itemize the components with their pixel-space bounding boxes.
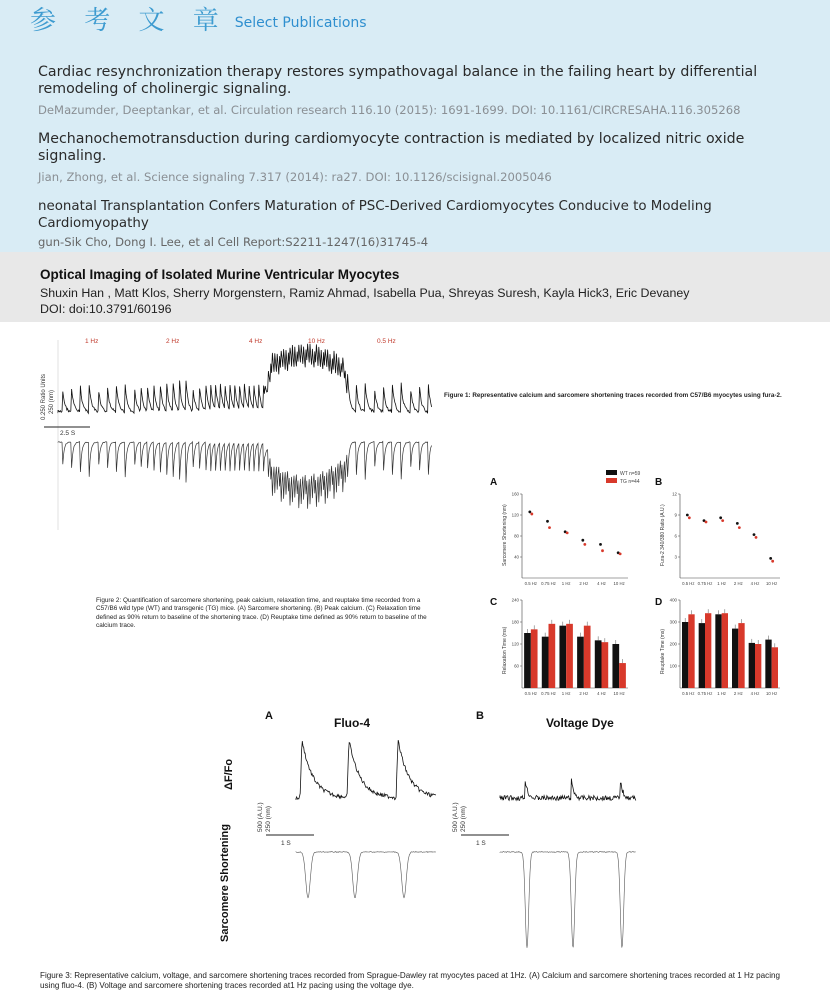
y-tick-label: 9	[674, 512, 677, 518]
y-axis-label: Reuptake Time (ms)	[660, 628, 666, 674]
fig3-au-label-a: 500 (A.U.)	[257, 802, 264, 832]
fig3-calcium-trace	[296, 740, 436, 800]
y-axis-label: Sarcomere Shortening (nm)	[502, 504, 508, 566]
y-tick-label: 120	[511, 512, 519, 518]
bar-tg	[738, 623, 744, 688]
figure1-sarcomere-trace	[58, 442, 432, 509]
bar-tg	[722, 613, 728, 688]
point-wt	[599, 543, 602, 546]
fig3-sarcomere-trace-a	[296, 852, 436, 898]
panel-a-label: A	[490, 477, 498, 488]
bar-wt	[595, 640, 602, 688]
point-tg	[548, 526, 551, 529]
point-tg	[619, 552, 622, 555]
x-tick-label: 4 Hz	[750, 691, 760, 696]
point-tg	[688, 516, 691, 519]
fig3-nm-label-b: 250 (nm)	[460, 805, 467, 832]
bar-wt	[699, 623, 705, 688]
bar-wt	[542, 637, 549, 688]
x-tick-label: 1 Hz	[561, 691, 571, 696]
bar-wt	[524, 633, 531, 688]
x-tick-label: 10 Hz	[613, 691, 625, 696]
x-tick-label: 2 Hz	[579, 581, 589, 586]
x-tick-label: 1 Hz	[717, 691, 727, 696]
y-tick-label: 400	[669, 597, 677, 603]
fig3-time-label-a: 1 S	[281, 840, 291, 847]
point-wt	[769, 557, 772, 560]
y-tick-label: 12	[672, 491, 677, 497]
figure2	[490, 470, 780, 696]
frequency-label: 10 Hz	[308, 338, 325, 345]
point-tg	[530, 513, 533, 516]
bar-tg	[772, 647, 778, 688]
x-tick-label: 10 Hz	[766, 691, 778, 696]
fig3-title-a: Fluo-4	[334, 716, 370, 730]
bar-tg	[705, 613, 711, 688]
point-wt	[736, 522, 739, 525]
x-tick-label: 4 Hz	[597, 581, 606, 586]
y-axis-label: Fura-2 340/380 Ratio (A.U.)	[660, 504, 666, 566]
x-tick-label: 0.75 Hz	[541, 691, 556, 696]
x-tick-label: 0.75 Hz	[541, 581, 556, 586]
publication-citation: DeMazumder, Deeptankar, et al. Circulation research 116.10 (2015): 1691-1699. DOI: 10.1161/CIRCRESAHA.116.305268	[38, 103, 741, 117]
fig3-title-b: Voltage Dye	[546, 716, 614, 730]
fig3-time-label-b: 1 S	[476, 840, 486, 847]
panel-c-label: C	[490, 597, 498, 608]
figure2-panel	[660, 598, 780, 697]
article-title: Optical Imaging of Isolated Murine Ventricular Myocytes	[40, 267, 400, 282]
figure2-caption: Figure 2: Quantification of sarcomere shortening, peak calcium, relaxation time, and reuptake time recorded from a C57/B6 wild type (WT) and transgenic (TG) mice. (A) Sarcomere shortening. (B) Peak calcium. (C) Relaxation time defined as 90% return to baseline of the shortening trace. (D) Reuptake time defined as 90% return to baseline of the calcium trace.	[96, 597, 427, 629]
bar-tg	[602, 642, 609, 688]
bar-wt	[749, 643, 755, 688]
y-tick-label: 240	[511, 597, 519, 603]
bar-wt	[559, 626, 566, 688]
legend-tg-swatch	[606, 478, 617, 483]
x-tick-label: 2 Hz	[733, 691, 743, 696]
figure2-panel	[660, 492, 780, 587]
y-tick-label: 60	[514, 663, 519, 669]
bar-wt	[715, 614, 721, 688]
frequency-label: 1 Hz	[85, 338, 99, 345]
bar-tg	[549, 624, 556, 688]
fig3-sarcomere-trace-b	[500, 852, 636, 948]
y-tick-label: 160	[511, 491, 519, 497]
x-tick-label: 0.5 Hz	[524, 581, 538, 586]
point-wt	[581, 539, 584, 542]
point-wt	[719, 516, 722, 519]
y-tick-label: 6	[674, 533, 677, 539]
point-tg	[771, 560, 774, 563]
x-tick-label: 0.5 Hz	[682, 691, 695, 696]
legend-wt-swatch	[606, 470, 617, 475]
point-tg	[721, 519, 724, 522]
figure2-panel	[502, 598, 628, 697]
fig3-panel-b: B	[476, 710, 484, 722]
publication-citation: gun-Sik Cho, Dong I. Lee, et al Cell Report:S2211-1247(16)31745-4	[38, 235, 429, 249]
point-wt	[753, 533, 756, 536]
point-tg	[601, 549, 604, 552]
section-title-en: Select Publications	[234, 15, 367, 31]
y-axis-label: Relaxation Time (ms)	[502, 626, 508, 674]
fig3-nm-label-a: 250 (nm)	[265, 805, 272, 832]
fig3-au-label-b: 500 (A.U.)	[452, 802, 459, 832]
bar-wt	[765, 640, 771, 688]
point-tg	[566, 531, 569, 534]
legend-wt-label: WT n=59	[620, 471, 641, 477]
fig3-panel-a: A	[265, 710, 273, 722]
fig3-dff-label: ΔF/Fo	[223, 758, 235, 790]
frequency-label: 0.5 Hz	[377, 338, 396, 345]
figure1-frequency-labels	[85, 338, 396, 345]
fig3-sarc-label: Sarcomere Shortening	[219, 824, 231, 942]
article-doi[interactable]: DOI: doi:10.3791/60196	[40, 302, 172, 316]
publication-title[interactable]: Cardiac resynchronization therapy restores sympathovagal balance in the failing heart by differential remodeling of cholinergic signaling.	[38, 64, 758, 97]
panel-b-label: B	[655, 477, 663, 488]
legend-tg-label: TG n=44	[620, 479, 640, 485]
bar-wt	[577, 637, 584, 688]
x-tick-label: 1 Hz	[717, 581, 727, 586]
y-tick-label: 120	[511, 641, 519, 647]
point-tg	[705, 521, 708, 524]
bar-tg	[755, 644, 761, 688]
figure3-caption: Figure 3: Representative calcium, voltage, and sarcomere shortening traces recorded from Sprague-Dawley rat myocytes paced at 1Hz. (A) Calcium and sarcomere shortening traces recorded at 1 Hz pacing using fluo-4. (B) Voltage and sarcomere shortening traces recorded at1 Hz pacing using the voltage dye.	[40, 971, 781, 990]
point-wt	[546, 520, 549, 523]
bar-tg	[566, 624, 573, 688]
frequency-label: 4 Hz	[249, 338, 263, 345]
x-tick-label: 0.5 Hz	[682, 581, 695, 586]
x-tick-label: 4 Hz	[750, 581, 760, 586]
bar-wt	[612, 644, 619, 688]
x-tick-label: 1 Hz	[561, 581, 571, 586]
x-tick-label: 2 Hz	[579, 691, 589, 696]
frequency-label: 2 Hz	[166, 338, 180, 345]
publication-title[interactable]: Mechanochemotransduction during cardiomyocyte contraction is mediated by localized nitric oxide signaling.	[38, 131, 745, 164]
point-tg	[755, 536, 758, 539]
figure1-ratio-label: 0.250 Ratio Units	[41, 373, 47, 420]
bar-tg	[688, 614, 694, 688]
panel-d-label: D	[655, 597, 663, 608]
figure1-caption: Figure 1: Representative calcium and sarcomere shortening traces recorded from C57/B6 myocytes using fura-2.	[444, 392, 782, 399]
bar-tg	[531, 629, 538, 688]
article-authors: Shuxin Han , Matt Klos, Sherry Morgenstern, Ramiz Ahmad, Isabella Pua, Shreyas Suresh, Kayla Hick3, Eric Devaney	[40, 286, 690, 300]
point-tg	[738, 526, 741, 529]
x-tick-label: 0.5 Hz	[524, 691, 538, 696]
figure1-scale-label: 2.5 S	[60, 430, 76, 437]
x-tick-label: 4 Hz	[597, 691, 606, 696]
x-tick-label: 2 Hz	[733, 581, 743, 586]
figure1-nm-label: 250 (nm)	[49, 389, 55, 414]
bar-tg	[584, 626, 591, 688]
publication-title[interactable]: neonatal Transplantation Confers Maturation of PSC-Derived Cardiomyocytes Conducive to Modeling Cardiomyopathy	[38, 199, 712, 231]
point-wt	[528, 510, 531, 513]
y-tick-label: 200	[669, 641, 677, 647]
point-tg	[583, 543, 586, 546]
figure3	[219, 710, 636, 948]
bar-wt	[732, 629, 738, 688]
y-tick-label: 180	[511, 619, 519, 625]
figure1	[41, 338, 432, 530]
figure2-panel	[502, 492, 628, 587]
x-tick-label: 0.75 Hz	[697, 691, 713, 696]
section-title-cn: 参 考 文 章	[30, 6, 229, 36]
x-tick-label: 0.75 Hz	[697, 581, 713, 586]
y-tick-label: 3	[674, 554, 677, 560]
bar-wt	[682, 622, 688, 688]
bar-tg	[619, 663, 626, 688]
x-tick-label: 10 Hz	[613, 581, 625, 586]
y-tick-label: 300	[669, 619, 677, 625]
x-tick-label: 10 Hz	[766, 581, 778, 586]
fig3-voltage-trace	[500, 779, 636, 801]
y-tick-label: 100	[669, 663, 677, 669]
y-tick-label: 40	[514, 554, 519, 560]
y-tick-label: 80	[514, 533, 519, 539]
publication-citation: Jian, Zhong, et al. Science signaling 7.317 (2014): ra27. DOI: 10.1126/scisignal.2005046	[38, 170, 552, 184]
figure1-calcium-trace	[58, 344, 432, 414]
point-wt	[686, 514, 689, 517]
